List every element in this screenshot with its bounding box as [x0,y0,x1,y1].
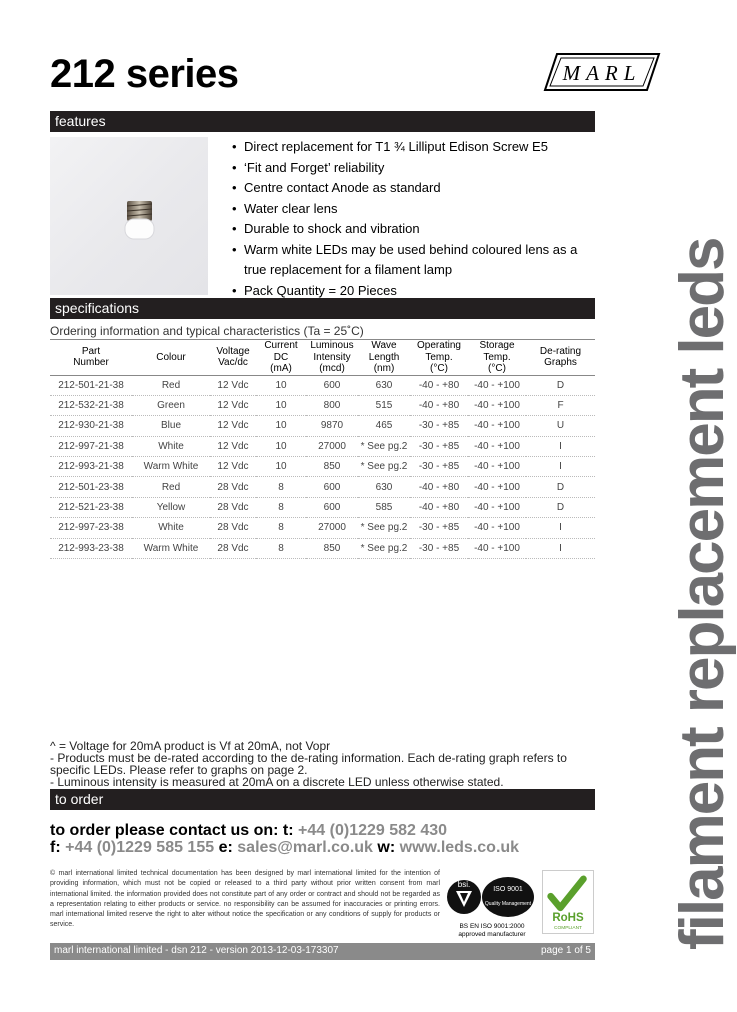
table-header-row [50,340,595,376]
table-cell: 212-993-23-38 [50,538,132,558]
order-label: to order please contact us on: t: [50,822,294,839]
iso-text: ISO 9001 [493,886,523,893]
table-cell: -30 - +85 [410,436,468,456]
spec-table [50,339,595,559]
rohs-badge [542,870,594,934]
table-cell: 600 [306,375,358,395]
table-cell: Green [132,395,210,415]
feature-item: • Direct replacement for T1 ¾ Lilliput Edison Screw E5 [232,137,594,158]
checkmark-icon [551,879,584,908]
table-cell: 630 [358,477,410,497]
table-cell: 10 [256,395,306,415]
web-link[interactable]: www.leds.co.uk [399,839,520,856]
table-body [50,375,595,559]
table-cell: 212-993-21-38 [50,457,132,477]
rohs-sub-text: COMPLIANT [554,925,582,931]
bs-line: BS EN ISO 9001:2000 [459,923,525,930]
column-header-line: Temp. [425,351,453,363]
table-row [50,416,595,436]
column-header-line: Temp. [483,351,511,363]
table-cell: Blue [132,416,210,436]
email-link[interactable]: sales@marl.co.uk [237,839,373,856]
table-cell: 8 [256,477,306,497]
table-cell: 850 [306,538,358,558]
table-cell: -30 - +85 [410,457,468,477]
table-cell: White [132,518,210,538]
column-header-line: Current [264,340,298,351]
table-cell: 12 Vdc [210,436,256,456]
footnote: ^ = Voltage for 20mA product is Vf at 20mA, not Vopr [50,739,331,753]
column-header-line: Part [81,345,101,357]
table-cell: F [526,395,595,415]
table-cell: -40 - +80 [410,497,468,517]
feature-item: • Water clear lens [232,199,594,220]
table-cell: 585 [358,497,410,517]
feature-item: • Pack Quantity = 20 Pieces [232,281,594,302]
bsi-text: bsi. [457,880,471,889]
table-cell: D [526,477,595,497]
column-header [50,340,132,376]
column-header-line: Operating [417,340,461,351]
table-cell: 515 [358,395,410,415]
feature-item: • Durable to shock and vibration [232,219,594,240]
table-row [50,518,595,538]
features-list [232,137,594,301]
column-header [132,340,210,376]
feature-item: • Centre contact Anode as standard [232,178,594,199]
column-header-line: Voltage [216,345,250,357]
table-cell: 8 [256,538,306,558]
table-cell: -40 - +100 [468,416,526,436]
order-line-phone [50,822,447,840]
table-cell: 12 Vdc [210,395,256,415]
table-row [50,477,595,497]
column-header-line: Colour [156,351,186,363]
table-cell: 600 [306,477,358,497]
to-order-heading: to order [50,789,595,810]
table-cell: U [526,416,595,436]
table-cell: -40 - +100 [468,375,526,395]
table-row [50,457,595,477]
table-cell: * See pg.2 [358,518,410,538]
table-cell: 28 Vdc [210,538,256,558]
table-cell: Warm White [132,538,210,558]
table-cell: -40 - +100 [468,436,526,456]
table-cell: -30 - +85 [410,416,468,436]
column-header-line: (mA) [270,363,292,374]
feature-item: • ‘Fit and Forget’ reliability [232,158,594,179]
table-cell: 8 [256,497,306,517]
column-header-line: DC [273,351,289,363]
table-cell: Yellow [132,497,210,517]
table-cell: 28 Vdc [210,497,256,517]
column-header [306,340,358,376]
table-cell: I [526,538,595,558]
column-header-line: Vac/dc [218,357,248,369]
approved-line: approved manufacturer [458,930,526,938]
table-cell: I [526,436,595,456]
table-cell: 27000 [306,518,358,538]
table-cell: 212-997-23-38 [50,518,132,538]
table-cell: I [526,457,595,477]
table-row [50,538,595,558]
column-header [210,340,256,376]
column-header-line: Wave [371,340,397,351]
table-row [50,375,595,395]
table-cell: 12 Vdc [210,375,256,395]
column-header [358,340,410,376]
logo-text: MARL [562,61,642,85]
registered-text: Quality Management [484,901,532,907]
table-cell: * See pg.2 [358,538,410,558]
web-label: w: [377,839,396,856]
footnote: - Luminous intensity is measured at 20mA on a discrete LED unless otherwise stated. [50,775,504,789]
table-cell: I [526,518,595,538]
table-row [50,395,595,415]
table-cell: D [526,375,595,395]
legal-disclaimer: © marl international limited technical documentation has been designed by marl international limited for the intention of providing information, which must not be copied or released to a third party without prior written consent from marl international limited. the information provided does not constitute part of any order or contract and should not be regarded as a representation relating to either products or service. no responsibility can be assumed for inaccuracies or printing errors. marl international limited reserve the right to alter without notice the specification or any conditions of supply for products or service. [50,870,440,929]
phone-number[interactable]: +44 (0)1229 582 430 [298,822,448,839]
table-cell: 212-501-23-38 [50,477,132,497]
column-header-line: (mcd) [319,363,345,374]
table-row [50,436,595,456]
table-cell: 800 [306,395,358,415]
rohs-text: RoHS [552,912,584,925]
table-cell: -30 - +85 [410,538,468,558]
column-header-line: (nm) [373,363,395,374]
table-cell: 212-930-21-38 [50,416,132,436]
table-cell: 8 [256,518,306,538]
features-heading: features [50,111,595,132]
email-label: e: [218,839,233,856]
table-cell: 28 Vdc [210,477,256,497]
column-header-line: De-rating [539,345,582,357]
column-header-line: Number [73,357,109,369]
table-cell: Red [132,477,210,497]
table-cell: 212-532-21-38 [50,395,132,415]
column-header-line: Graphs [544,357,577,369]
fax-number: +44 (0)1229 585 155 [65,839,215,856]
column-header-line: (°C) [430,363,448,374]
marl-logo [543,52,661,92]
column-header-line: Luminous [310,340,354,351]
footnotes [50,740,595,788]
table-cell: -40 - +80 [410,375,468,395]
table-cell: Warm White [132,457,210,477]
column-header-line: Storage [479,340,515,351]
table-cell: 10 [256,375,306,395]
specifications-heading: specifications [50,298,595,319]
table-cell: -40 - +100 [468,395,526,415]
table-cell: 212-521-23-38 [50,497,132,517]
side-banner-text: filament replacement leds [668,238,737,950]
table-cell: 28 Vdc [210,518,256,538]
table-cell: * See pg.2 [358,436,410,456]
table-cell: 465 [358,416,410,436]
column-header-line: Length [368,351,400,363]
column-header-line: (°C) [488,363,506,374]
table-cell: D [526,497,595,517]
footnote: - Products must be de-rated according to the de-rating information. Each de-rating graph refers to specific LEDs. Please refer to graphs on page 2. [50,751,567,777]
table-cell: -40 - +100 [468,477,526,497]
footer-bar [50,943,595,960]
column-header [256,340,306,376]
column-header [526,340,595,376]
table-cell: -40 - +100 [468,538,526,558]
bsi-caption [447,923,537,938]
page-title: 212 series [50,52,239,96]
table-cell: 12 Vdc [210,457,256,477]
order-line-contacts [50,839,519,857]
fax-label: f: [50,839,61,856]
column-header-line: Intensity [313,351,351,363]
table-cell: 850 [306,457,358,477]
table-cell: -40 - +100 [468,457,526,477]
product-image [50,137,208,295]
table-cell: * See pg.2 [358,457,410,477]
table-cell: Red [132,375,210,395]
table-cell: -40 - +100 [468,518,526,538]
page-indicator: page 1 of 5 [540,945,591,956]
table-cell: 10 [256,436,306,456]
table-cell: 600 [306,497,358,517]
table-cell: 12 Vdc [210,416,256,436]
table-cell: -40 - +80 [410,395,468,415]
column-header [410,340,468,376]
table-cell: 212-997-21-38 [50,436,132,456]
column-header [468,340,526,376]
table-row [50,497,595,517]
table-cell: 630 [358,375,410,395]
table-cell: 27000 [306,436,358,456]
table-cell: -30 - +85 [410,518,468,538]
footer-doc-info: marl international limited - dsn 212 - version 2013-12-03-173307 [54,945,339,956]
table-cell: 9870 [306,416,358,436]
table-cell: 10 [256,457,306,477]
table-cell: White [132,436,210,456]
feature-item: • Warm white LEDs may be used behind coloured lens as a true replacement for a filament lamp [232,240,594,281]
table-cell: -40 - +100 [468,497,526,517]
spec-caption: Ordering information and typical characteristics (Ta = 25˚C) [50,324,364,338]
table-cell: 212-501-21-38 [50,375,132,395]
table-cell: 10 [256,416,306,436]
table-cell: -40 - +80 [410,477,468,497]
